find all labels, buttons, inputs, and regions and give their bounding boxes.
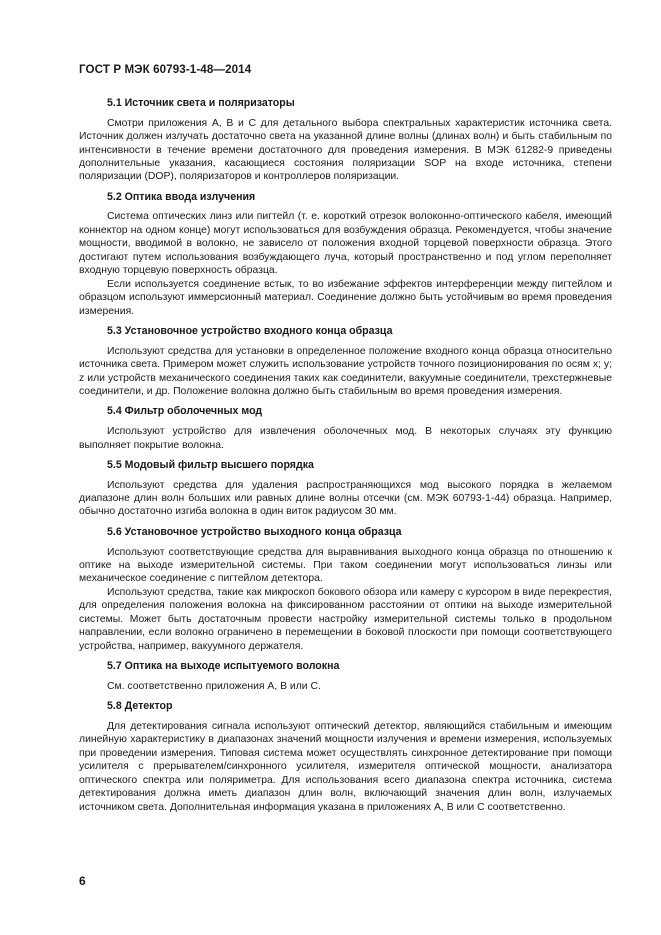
body-paragraph: Используют средства, такие как микроскоп бокового обзора или камеру с курсором в виде перекрестия, для определения положения волокна на фиксированном расстоянии от оптики на выходе измерительной системы. Может быть достаточным провести настройку измерительной системы только в продольном направлении, если волокно ограничено в перемещении в боковой плоскости при помощи соответствующего устройства, например, вакуумного держателя.: [79, 586, 612, 652]
section: [79, 324, 612, 398]
section-title: 5.2 Оптика ввода излучения: [107, 190, 256, 203]
section-title: 5.3 Установочное устройство входного конца образца: [107, 325, 393, 338]
body-paragraph: Для детектирования сигнала используют оптический детектор, являющийся стабильным и имеющим линейную характеристику в диапазонах значений мощности излучения и времени измерения, используемых при проведении измерения. Типовая система может осуществлять синхронное детектирование при помощи усилителя с прерывателем/синхронного усилителя, измерителя оптической мощности, анализатора оптического спектра или поляриметра. Для использования всего диапазона спектра источника, система детектирования должна иметь диапазон длин волн, включающий значения длин волн, излучаемых источником света. Дополнительная информация указана в приложениях А, В или С соответственно.: [79, 720, 612, 813]
section-title: 5.6 Установочное устройство выходного конца образца: [107, 525, 402, 538]
document-page: [79, 63, 612, 820]
section: [79, 699, 612, 814]
section: [79, 659, 612, 693]
section: [79, 458, 612, 519]
section: [79, 404, 612, 452]
page-number: 6: [79, 874, 86, 888]
section-title: 5.5 Модовый фильтр высшего порядка: [107, 458, 314, 471]
section-title: 5.7 Оптика на выходе испытуемого волокна: [107, 660, 340, 673]
section-title: 5.1 Источник света и поляризаторы: [107, 97, 295, 109]
section: [79, 190, 612, 318]
section-title: 5.4 Фильтр оболочечных мод: [107, 405, 263, 418]
section: [79, 525, 612, 653]
section-title: 5.8 Детектор: [107, 700, 173, 713]
sections-container: [79, 96, 612, 814]
body-paragraph: Система оптических линз или пигтейл (т. е. короткий отрезок волоконно-оптического кабеля, имеющий коннектор на одном конце) могут использоваться для возбуждения образца. Рекомендуется, чтобы значение мощности, вводимой в волокно, не зависело от положения входной торцевой поверхности образца. Этого достигают путем использования возбуждающего луча, который пространственно и под углом переполняет входную торцевую поверхность образца.: [79, 211, 612, 277]
body-paragraph: Используют соответствующие средства для выравнивания выходного конца образца по отношению к оптике на выходе измерительной системы. При таком соединении могут использоваться линзы или механическое соединение с пигтейлом детектора.: [79, 546, 612, 585]
body-paragraph: Смотри приложения А, В и С для детального выбора спектральных характеристик источника света. Источник должен излучать достаточно света на указанной длине волны (длинах волн) и быть стабильным по интенсивности в течение времени достаточного для проведения измерения. В МЭК 61282-9 приведены дополнительные указания, касающиеся состояния поляризации SOP на входе источника, степени поляризации (DOP), поляризаторов и контроллеров поляризации.: [79, 117, 612, 183]
body-paragraph: См. соответственно приложения А, В или С.: [107, 680, 321, 692]
document-header: ГОСТ Р МЭК 60793-1-48—2014: [79, 63, 252, 76]
section: [79, 96, 612, 184]
body-paragraph: Если используется соединение встык, то во избежание эффектов интерференции между пигтейлом и образцом используют иммерсионный материал. Соединение должно быть устойчивым во время проведения измерения.: [79, 278, 612, 317]
body-paragraph: Используют устройство для извлечения оболочечных мод. В некоторых случаях эту функцию выполняет покрытие волокна.: [79, 426, 612, 451]
body-paragraph: Используют средства для удаления распространяющихся мод высокого порядка в желаемом диапазоне длин волн больших или равных длине волны отсечки (см. МЭК 60793-1-44) образца. Например, обычно достаточно изгиба волокна в один виток радиусом 30 мм.: [79, 479, 612, 518]
body-paragraph: Используют средства для установки в определенное положение входного конца образца относительно источника света. Примером может служить использование устройств точного позиционирования по осям x; y; z или устройств механического соединения таких как соединители, вакуумные соединители, трехстержневые соединители, и др. Положение волокна должно быть стабильным во время проведения измерения.: [79, 345, 612, 398]
